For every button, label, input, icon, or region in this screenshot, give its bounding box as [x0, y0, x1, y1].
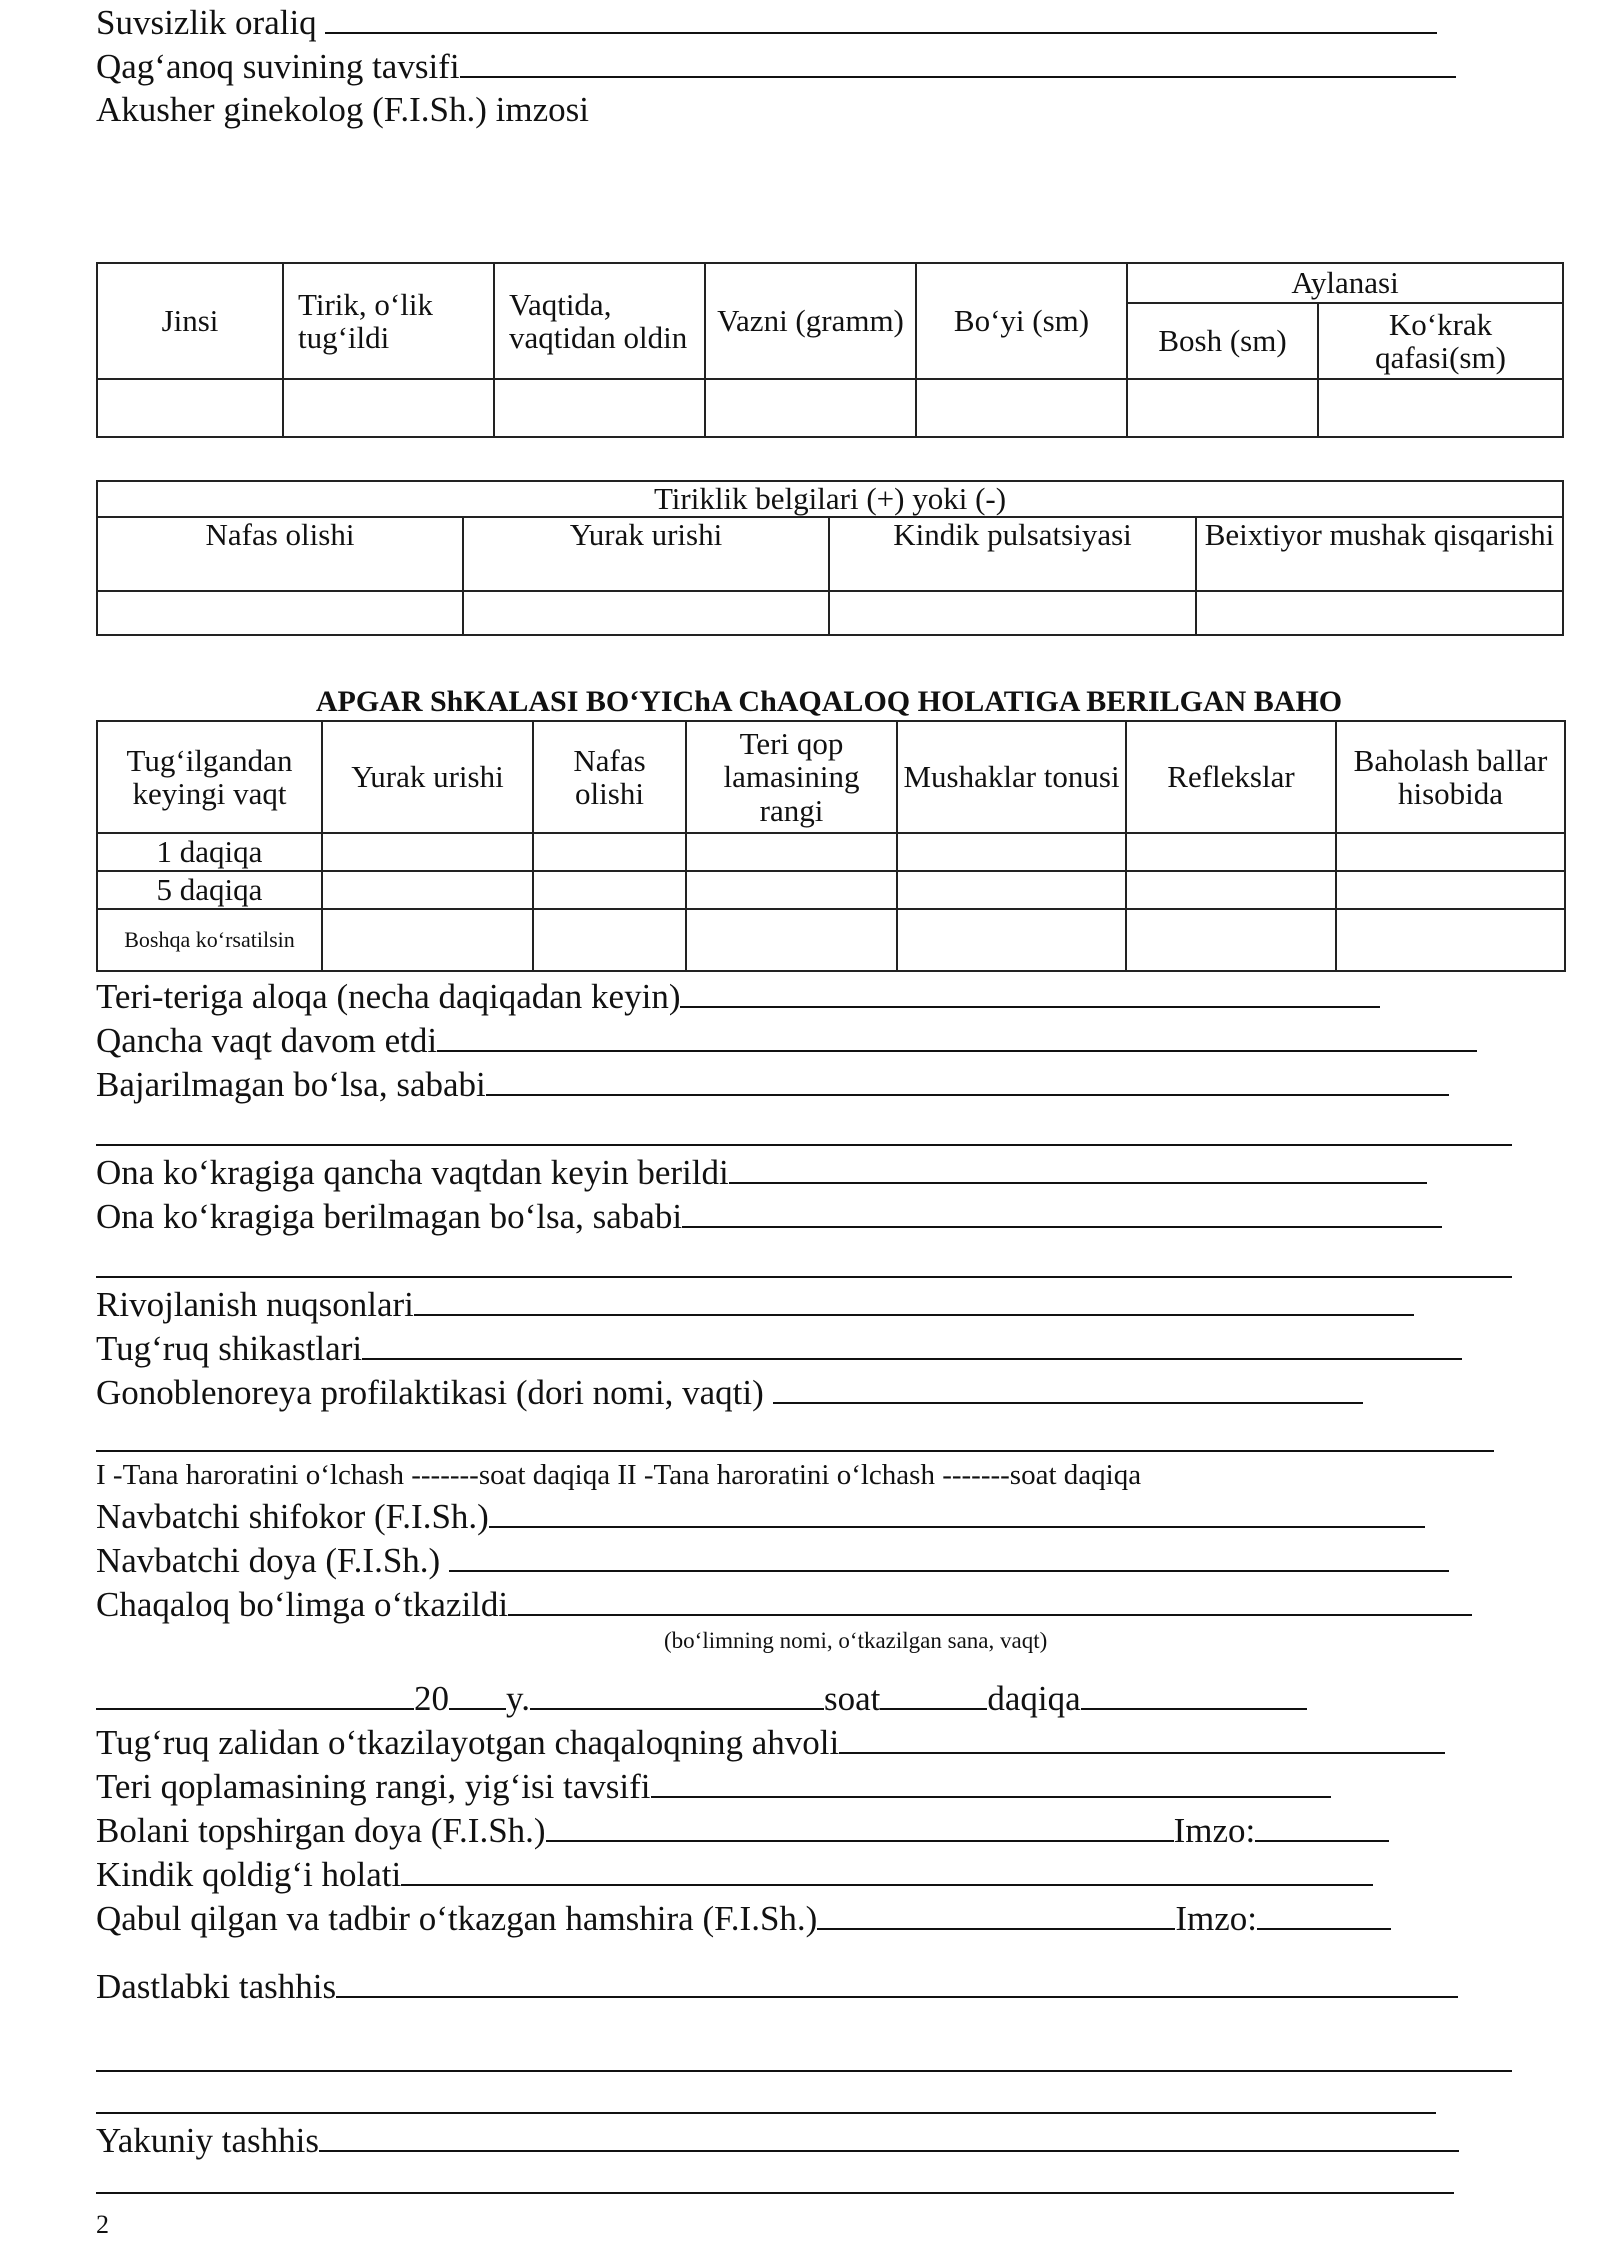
field-breastfed-reason — [96, 1194, 1442, 1239]
apgar-row-label: 5 daqiqa — [97, 871, 322, 909]
blank-line[interactable] — [96, 2070, 1512, 2072]
vital-col-heartbeat: Yurak urishi — [463, 517, 829, 591]
vital-signs-title: Tiriklik belgilari (+) yoki (-) — [97, 481, 1563, 517]
vital-col-muscle: Beixtiyor mushak qisqarishi — [1196, 517, 1563, 591]
field-birth-injuries — [96, 1326, 1462, 1371]
blank-line[interactable] — [96, 1450, 1494, 1452]
table-cell[interactable] — [463, 591, 829, 635]
field-blank[interactable] — [839, 1720, 1445, 1754]
field-blank[interactable] — [489, 1494, 1425, 1528]
field-blank[interactable] — [486, 1062, 1449, 1096]
table-cell[interactable] — [1196, 591, 1563, 635]
table-cell[interactable] — [1126, 871, 1336, 909]
table-cell[interactable] — [686, 909, 897, 971]
field-label: Qag‘anoq suvining tavsifi — [96, 47, 460, 86]
page-number: 2 — [96, 2210, 109, 2239]
header-alive: Tirik, o‘lik tug‘ildi — [283, 263, 494, 379]
field-final-diagnosis — [96, 2118, 1459, 2163]
field-label: Qancha vaqt davom etdi — [96, 1021, 438, 1060]
table-cell[interactable] — [1318, 379, 1563, 437]
table-cell[interactable] — [533, 871, 686, 909]
field-label: Gonoblenoreya profilaktikasi (dori nomi, vaqti) — [96, 1373, 773, 1412]
temperature-measurement-line: I -Tana haroratini o‘lchash -------soat daqiqa II -Tana haroratini o‘lchash -------soat daqiqa — [96, 1459, 1142, 1491]
field-label: Dastlabki tashhis — [96, 1967, 337, 2006]
field-label: Ona ko‘kragiga qancha vaqtdan keyin berildi — [96, 1153, 729, 1192]
field-transferred-to — [96, 1582, 1472, 1627]
table-cell[interactable] — [897, 871, 1126, 909]
blank-line[interactable] — [96, 2192, 1454, 2194]
field-label: Navbatchi shifokor (F.I.Sh.) — [96, 1497, 489, 1536]
apgar-col-time: Tug‘ilgandan keyingi vaqt — [97, 721, 322, 833]
field-blank[interactable] — [651, 1764, 1331, 1798]
table-cell[interactable] — [533, 833, 686, 871]
field-skin-color — [96, 1764, 1331, 1809]
field-duty-doctor — [96, 1494, 1425, 1539]
apgar-row-label: 1 daqiqa — [97, 833, 322, 871]
table-cell[interactable] — [686, 871, 897, 909]
transfer-note: (bo‘limning nomi, o‘tkazilgan sana, vaqt) — [664, 1628, 1048, 1653]
field-blank[interactable] — [362, 1326, 1462, 1360]
signature-blank[interactable] — [1257, 1896, 1391, 1930]
field-dehydration-interval — [96, 0, 1437, 45]
field-obgyn-signature — [96, 88, 589, 132]
vital-col-breathing: Nafas olishi — [97, 517, 463, 591]
signature-blank[interactable] — [1255, 1808, 1389, 1842]
table-cell[interactable] — [1126, 909, 1336, 971]
field-reason-not-done — [96, 1062, 1449, 1107]
field-handover-midwife — [96, 1808, 1389, 1853]
header-weight: Vazni (gramm) — [705, 263, 916, 379]
minute-blank[interactable] — [880, 1676, 987, 1710]
field-label: Tug‘ruq zalidan o‘tkazilayotgan chaqaloqning ahvoli — [96, 1723, 840, 1762]
field-amniotic-fluid — [96, 44, 1456, 89]
field-label: Bajarilmagan bo‘lsa, sababi — [96, 1065, 486, 1104]
signature-label: Imzo: — [1175, 1899, 1257, 1938]
field-receiving-nurse — [96, 1896, 1391, 1941]
field-label: Teri-teriga aloqa (necha daqiqadan keyin) — [96, 977, 681, 1016]
minute-label: daqiqa — [987, 1679, 1081, 1718]
table-cell[interactable] — [1336, 871, 1565, 909]
field-label: Akusher ginekolog (F.I.Sh.) imzosi — [96, 90, 589, 129]
field-label: Ona ko‘kragiga berilmagan bo‘lsa, sababi — [96, 1197, 683, 1236]
field-label: Yakuniy tashhis — [96, 2121, 320, 2160]
table-cell[interactable] — [283, 379, 494, 437]
field-blank[interactable] — [401, 1852, 1373, 1886]
table-cell[interactable] — [322, 871, 533, 909]
apgar-col-score: Baholash ballar hisobida — [1336, 721, 1565, 833]
field-blank[interactable] — [546, 1808, 1174, 1842]
table-cell[interactable] — [829, 591, 1196, 635]
field-blank[interactable] — [460, 44, 1456, 78]
table-cell[interactable] — [533, 909, 686, 971]
table-cell[interactable] — [1127, 379, 1318, 437]
hour-label: soat — [823, 1679, 881, 1718]
field-label: Teri qoplamasining rangi, yig‘isi tavsifi — [96, 1767, 651, 1806]
apgar-col-muscle: Mushaklar tonusi — [897, 721, 1126, 833]
header-sex: Jinsi — [97, 263, 283, 379]
field-label: Navbatchi doya (F.I.Sh.) — [96, 1541, 449, 1580]
blank-line[interactable] — [96, 1144, 1512, 1146]
field-blank[interactable] — [508, 1582, 1472, 1616]
header-head: Bosh (sm) — [1127, 303, 1318, 379]
date-time-line — [96, 1676, 1307, 1721]
table-cell[interactable] — [1336, 833, 1565, 871]
apgar-row-label: Boshqa ko‘rsatilsin — [97, 909, 322, 971]
table-cell[interactable] — [1336, 909, 1565, 971]
year-prefix: 20 — [414, 1679, 449, 1718]
table-cell[interactable] — [897, 833, 1126, 871]
field-label: Qabul qilgan va tadbir o‘tkazgan hamshira (F.I.Sh.) — [96, 1899, 818, 1938]
signature-label: Imzo: — [1173, 1811, 1256, 1850]
header-height: Bo‘yi (sm) — [916, 263, 1127, 379]
blank-line[interactable] — [96, 2112, 1436, 2114]
table-cell[interactable] — [97, 379, 283, 437]
field-blank[interactable] — [773, 1370, 1363, 1404]
table-cell[interactable] — [686, 833, 897, 871]
field-blank[interactable] — [1081, 1676, 1307, 1710]
vital-col-umbilical: Kindik pulsatsiyasi — [829, 517, 1196, 591]
table-cell[interactable] — [322, 833, 533, 871]
table-cell[interactable] — [705, 379, 916, 437]
field-label: Chaqaloq bo‘limga o‘tkazildi — [96, 1585, 509, 1624]
field-skin-contact — [96, 974, 1380, 1019]
table-cell[interactable] — [916, 379, 1127, 437]
field-blank[interactable] — [680, 974, 1380, 1008]
apgar-col-heartbeat: Yurak urishi — [322, 721, 533, 833]
field-label: Tug‘ruq shikastlari — [96, 1329, 363, 1368]
field-malformations — [96, 1282, 1414, 1327]
table-cell[interactable] — [322, 909, 533, 971]
apgar-col-breathing: Nafas olishi — [533, 721, 686, 833]
field-initial-diagnosis — [96, 1964, 1458, 2009]
field-blank[interactable] — [449, 1538, 1449, 1572]
field-gonoblennorrhea — [96, 1370, 1363, 1415]
field-newborn-condition — [96, 1720, 1445, 1765]
field-breastfed-time — [96, 1150, 1427, 1195]
field-blank[interactable] — [682, 1194, 1442, 1228]
table-cell[interactable] — [1126, 833, 1336, 871]
vital-signs-table — [96, 480, 1564, 636]
field-blank[interactable] — [729, 1150, 1427, 1184]
field-umbilical-stump — [96, 1852, 1373, 1897]
year-blank[interactable] — [449, 1676, 506, 1710]
field-blank[interactable] — [336, 1964, 1458, 1998]
apgar-col-reflex: Reflekslar — [1126, 721, 1336, 833]
field-label: Suvsizlik oraliq — [96, 3, 326, 42]
header-term: Vaqtida, vaqtidan oldin — [494, 263, 705, 379]
year-suffix: y. — [506, 1679, 530, 1718]
apgar-col-skin: Teri qop lamasining rangi — [686, 721, 897, 833]
blank-line[interactable] — [96, 1276, 1512, 1278]
apgar-table — [96, 720, 1566, 972]
field-label: Bolani topshirgan doya (F.I.Sh.) — [96, 1811, 546, 1850]
header-chest: Ko‘krak qafasi(sm) — [1318, 303, 1563, 379]
field-duration — [96, 1018, 1477, 1063]
header-circumference: Aylanasi — [1127, 263, 1563, 303]
field-label: Rivojlanish nuqsonlari — [96, 1285, 414, 1324]
table-cell[interactable] — [897, 909, 1126, 971]
field-blank[interactable] — [817, 1896, 1175, 1930]
table-cell[interactable] — [494, 379, 705, 437]
field-duty-midwife — [96, 1538, 1449, 1583]
field-label: Kindik qoldig‘i holati — [96, 1855, 402, 1894]
field-blank[interactable] — [437, 1018, 1477, 1052]
newborn-measurements-table — [96, 262, 1564, 438]
table-cell[interactable] — [97, 591, 463, 635]
field-blank[interactable] — [319, 2118, 1459, 2152]
field-blank[interactable] — [325, 0, 1437, 34]
hour-blank[interactable] — [530, 1676, 824, 1710]
apgar-title: APGAR ShKALASI BO‘YIChA ChAQALOQ HOLATIGA BERILGAN BAHO — [315, 685, 1343, 718]
day-month-blank[interactable] — [96, 1676, 414, 1710]
field-blank[interactable] — [414, 1282, 1414, 1316]
